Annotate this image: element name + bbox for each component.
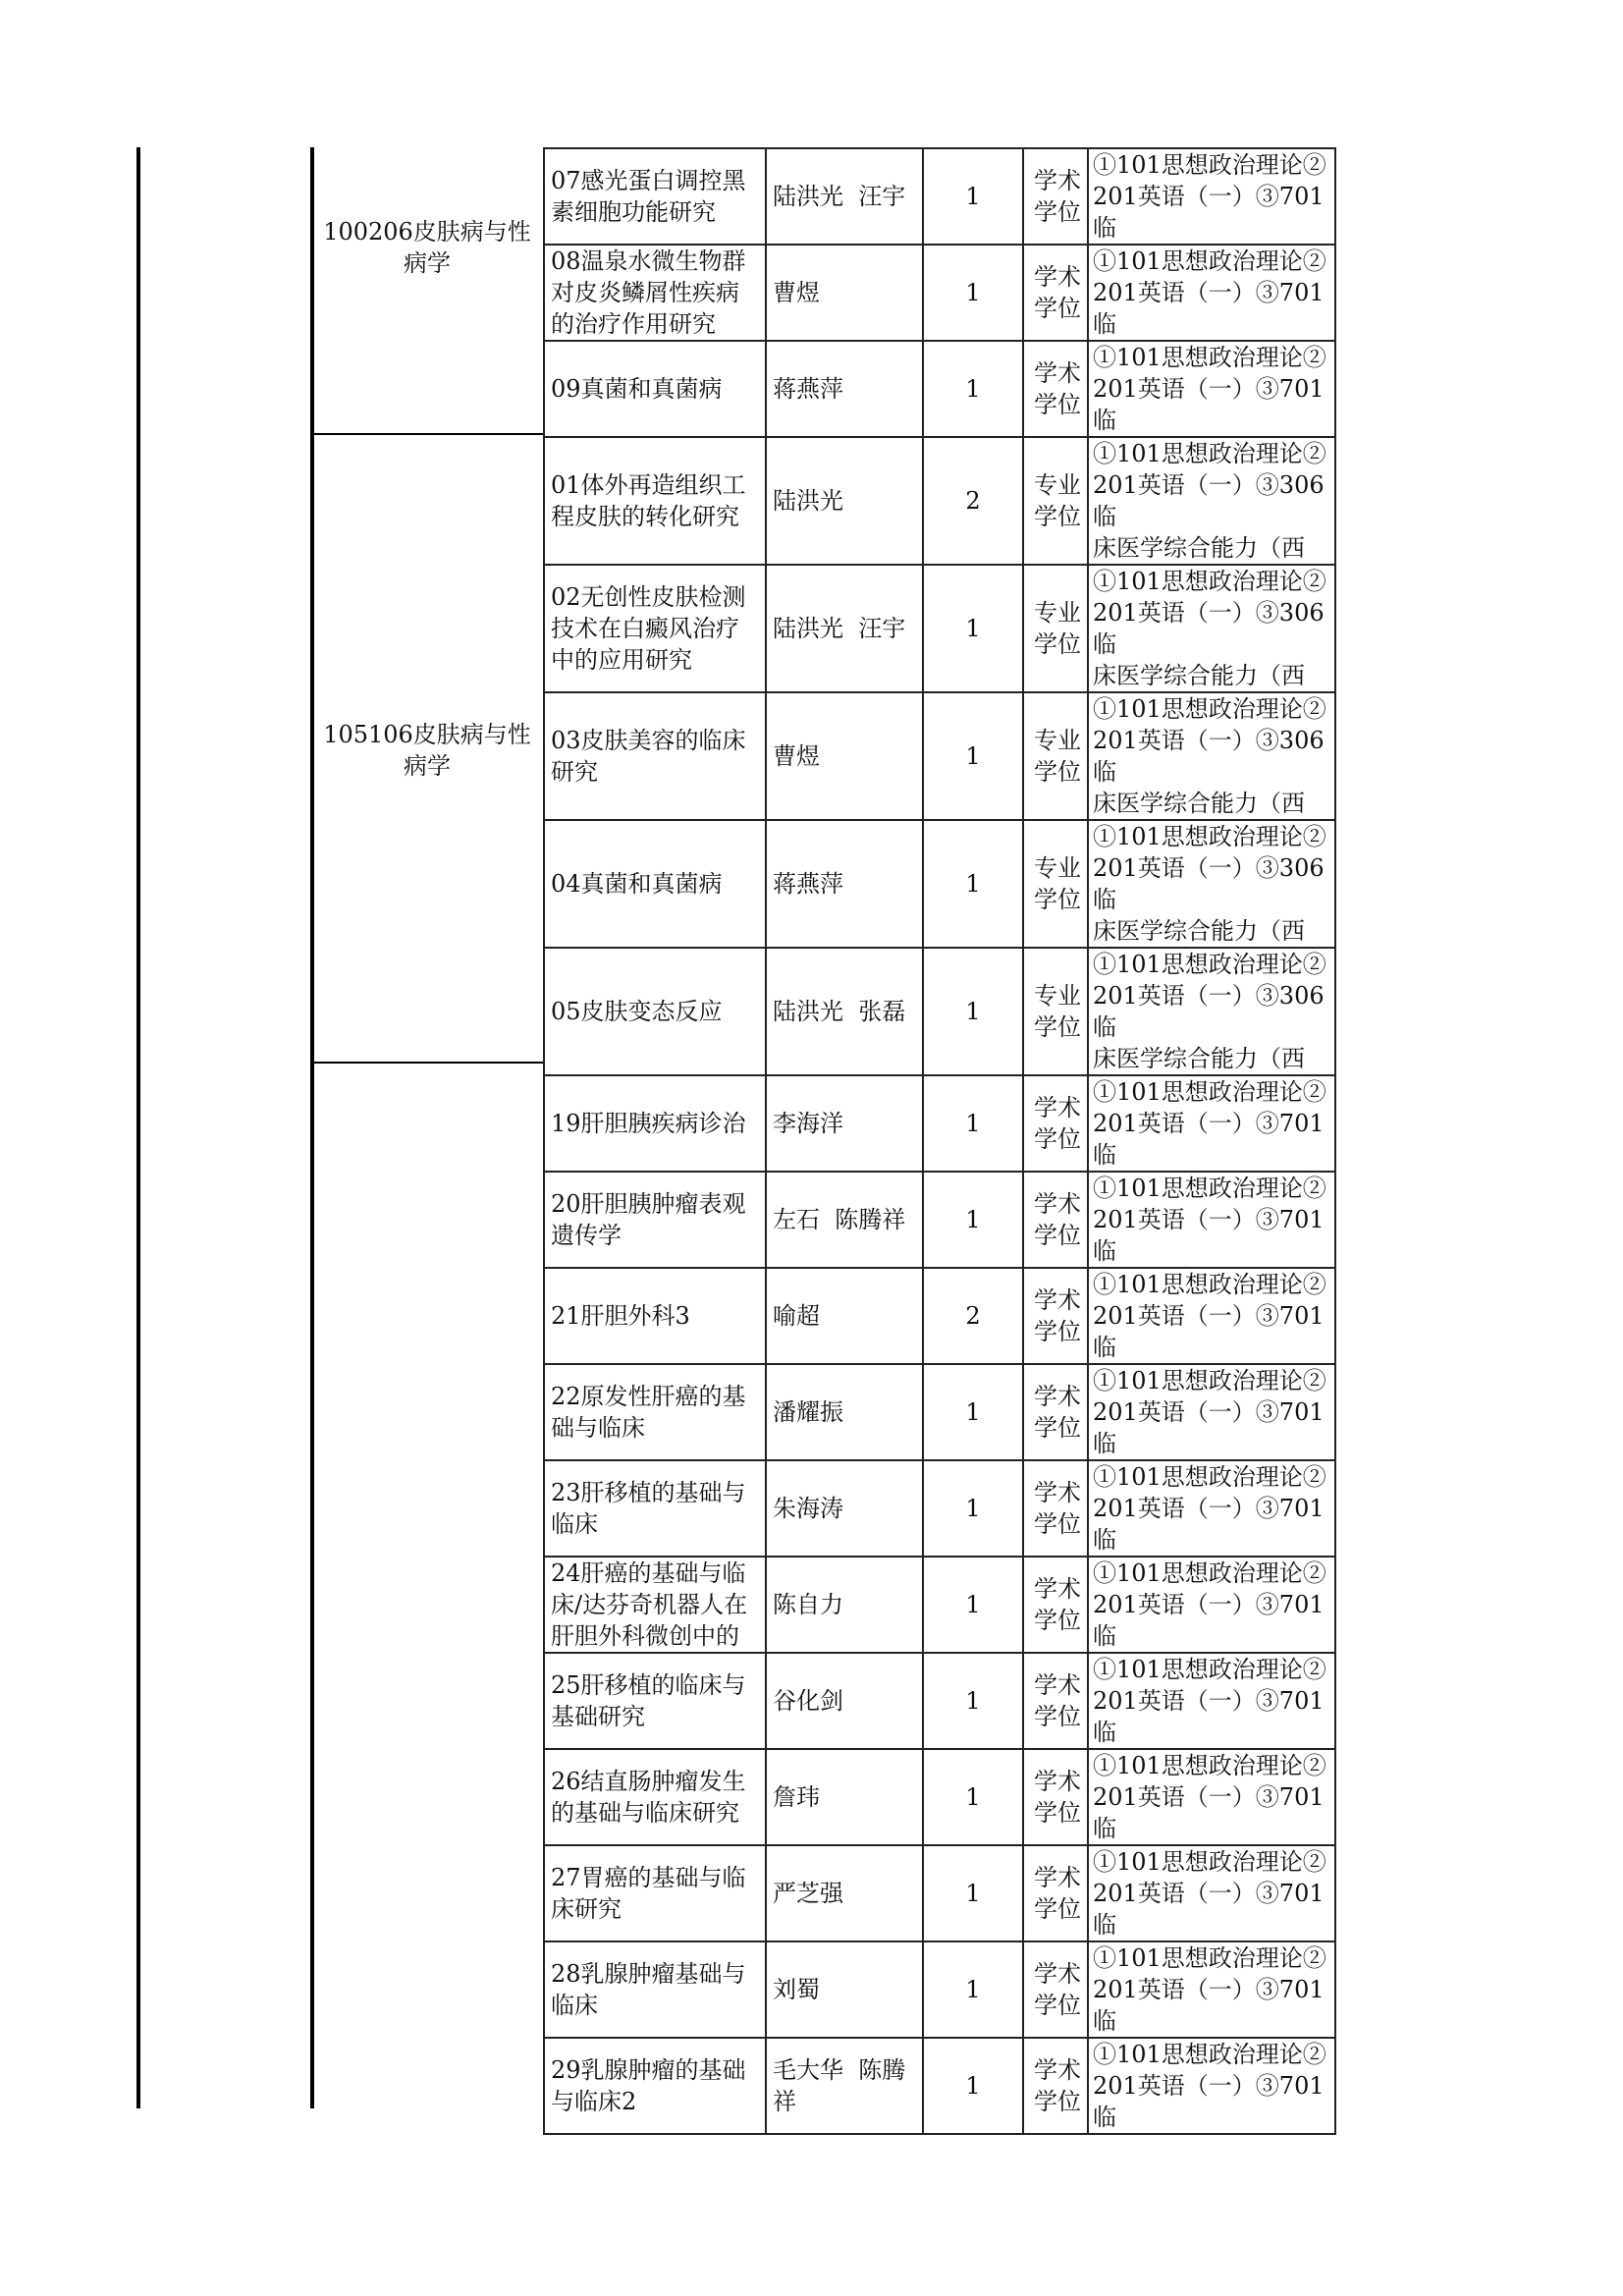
- research-direction-cell: [544, 437, 766, 565]
- cell-line: 床医学综合能力（西: [1093, 534, 1305, 562]
- supervisor-name: 陆洪光 汪宇: [773, 183, 906, 210]
- supervisor-name: 曹煜: [773, 742, 820, 770]
- cell-line: 02无创性皮肤检测: [551, 583, 746, 611]
- research-direction-cell: [544, 148, 766, 245]
- cell-line: 201英语（一）③701临: [1093, 1976, 1325, 2035]
- cell-line: ①101思想政治理论②: [1093, 1752, 1326, 1779]
- supervisor-name: 陆洪光: [773, 487, 843, 515]
- cell-line: 专业: [1034, 727, 1081, 754]
- group-divider-2: [312, 1062, 545, 1064]
- cell-line: 学位: [1034, 1703, 1081, 1730]
- table-row: [544, 2038, 1335, 2134]
- cell-line: 201英语（一）③701临: [1093, 1495, 1325, 1554]
- enrollment-count: 1: [965, 1783, 981, 1811]
- research-direction-cell: [544, 1749, 766, 1845]
- research-direction-cell: [544, 1172, 766, 1268]
- cell-line: 学术: [1034, 1671, 1081, 1699]
- cell-line: 20肝胆胰肿瘤表观: [551, 1190, 746, 1218]
- cell-line: 学位: [1034, 1895, 1081, 1923]
- cell-line: 础与临床: [551, 1414, 645, 1442]
- cell-line: 201英语（一）③701临: [1093, 1206, 1325, 1265]
- supervisor-cell: [766, 1460, 923, 1557]
- enrollment-count-cell: [923, 148, 1023, 245]
- cell-line: 与临床2: [551, 2088, 637, 2115]
- cell-line: 201英语（一）③701临: [1093, 375, 1325, 434]
- cell-line: 25肝移植的临床与: [551, 1671, 746, 1699]
- supervisor-name: 毛大华 陈腾祥: [773, 2056, 906, 2115]
- cell-line: 201英语（一）③701临: [1093, 1302, 1325, 1361]
- enrollment-count-cell: [923, 1364, 1023, 1460]
- degree-type-cell: [1023, 820, 1088, 948]
- degree-type-cell: [1023, 1460, 1088, 1557]
- cell-line: 学位: [1034, 198, 1081, 226]
- supervisor-cell: [766, 1557, 923, 1653]
- cell-line: 04真菌和真菌病: [551, 870, 723, 898]
- cell-line: ①101思想政治理论②: [1093, 951, 1326, 978]
- degree-type-cell: [1023, 245, 1088, 341]
- enrollment-count: 1: [965, 279, 981, 306]
- cell-line: 学术: [1034, 359, 1081, 387]
- supervisor-cell: [766, 245, 923, 341]
- supervisor-name: 李海洋: [773, 1110, 843, 1137]
- table-row: [544, 1268, 1335, 1364]
- degree-type-cell: [1023, 1653, 1088, 1749]
- supervisor-name: 严芝强: [773, 1880, 843, 1907]
- supervisor-cell: [766, 148, 923, 245]
- supervisor-cell: [766, 1075, 923, 1172]
- research-direction-cell: [544, 1941, 766, 2038]
- group-divider-1: [312, 433, 545, 435]
- cell-line: 肝胆外科微创中的: [551, 1622, 739, 1650]
- research-direction-cell: [544, 341, 766, 437]
- cell-line: 学术: [1034, 1479, 1081, 1506]
- enrollment-count-cell: [923, 437, 1023, 565]
- exam-subjects-cell: [1088, 1268, 1335, 1364]
- cell-line: 学位: [1034, 758, 1081, 786]
- cell-line: ①101思想政治理论②: [1093, 1848, 1326, 1876]
- research-direction-cell: [544, 2038, 766, 2134]
- enrollment-count: 1: [965, 1206, 981, 1233]
- exam-subjects-cell: [1088, 565, 1335, 692]
- degree-type-cell: [1023, 1941, 1088, 2038]
- cell-line: 201英语（一）③306临: [1093, 599, 1325, 658]
- exam-subjects-cell: [1088, 1845, 1335, 1941]
- cell-line: ①101思想政治理论②: [1093, 1559, 1326, 1587]
- supervisor-name: 陈自力: [773, 1591, 843, 1618]
- exam-subjects-cell: [1088, 1460, 1335, 1557]
- enrollment-count-cell: [923, 1557, 1023, 1653]
- cell-line: 床医学综合能力（西: [1093, 1045, 1305, 1072]
- enrollment-count-cell: [923, 1653, 1023, 1749]
- cell-line: 学位: [1034, 630, 1081, 658]
- cell-line: ①101思想政治理论②: [1093, 1944, 1326, 1972]
- enrollment-count: 1: [965, 375, 981, 403]
- cell-line: 学位: [1034, 1414, 1081, 1442]
- exam-subjects-cell: [1088, 820, 1335, 948]
- enrollment-count-cell: [923, 948, 1023, 1075]
- degree-type-cell: [1023, 341, 1088, 437]
- supervisor-cell: [766, 341, 923, 437]
- cell-line: ①101思想政治理论②: [1093, 695, 1326, 723]
- table-row: [544, 341, 1335, 437]
- cell-line: 29乳腺肿瘤的基础: [551, 2056, 746, 2084]
- cell-line: 学位: [1034, 1318, 1081, 1345]
- supervisor-name: 蒋燕萍: [773, 375, 843, 403]
- cell-line: 201英语（一）③701临: [1093, 279, 1325, 338]
- exam-subjects-cell: [1088, 1364, 1335, 1460]
- table-row: [544, 1845, 1335, 1941]
- research-direction-cell: [544, 1075, 766, 1172]
- table-row: [544, 820, 1335, 948]
- cell-line: 的治疗作用研究: [551, 310, 716, 338]
- cell-line: 专业: [1034, 599, 1081, 627]
- cell-line: 22原发性肝癌的基: [551, 1383, 746, 1410]
- table-row: [544, 1172, 1335, 1268]
- degree-type-cell: [1023, 565, 1088, 692]
- supervisor-cell: [766, 1268, 923, 1364]
- supervisor-cell: [766, 1749, 923, 1845]
- table-row: [544, 1653, 1335, 1749]
- research-direction-cell: [544, 245, 766, 341]
- enrollment-count-cell: [923, 1075, 1023, 1172]
- enrollment-count-cell: [923, 1845, 1023, 1941]
- supervisor-name: 曹煜: [773, 279, 820, 306]
- research-direction-cell: [544, 1364, 766, 1460]
- research-direction-cell: [544, 1557, 766, 1653]
- supervisor-name: 刘蜀: [773, 1976, 820, 2003]
- enrollment-count: 1: [965, 1398, 981, 1426]
- cell-line: 201英语（一）③306临: [1093, 854, 1325, 913]
- cell-line: 201英语（一）③701临: [1093, 1783, 1325, 1842]
- supervisor-name: 喻超: [773, 1302, 820, 1330]
- table-row: [544, 1364, 1335, 1460]
- major-label-line: 105106皮肤病与性: [323, 721, 531, 748]
- cell-line: 临床: [551, 1510, 598, 1538]
- supervisor-cell: [766, 1172, 923, 1268]
- cell-line: 学位: [1034, 295, 1081, 322]
- supervisor-cell: [766, 1364, 923, 1460]
- enrollment-count-cell: [923, 2038, 1023, 2134]
- cell-line: 201英语（一）③701临: [1093, 1591, 1325, 1650]
- exam-subjects-cell: [1088, 1172, 1335, 1268]
- supervisor-name: 潘耀振: [773, 1398, 843, 1426]
- cell-line: ①101思想政治理论②: [1093, 1271, 1326, 1298]
- cell-line: 学位: [1034, 1992, 1081, 2019]
- cell-line: 201英语（一）③306临: [1093, 727, 1325, 786]
- research-direction-cell: [544, 820, 766, 948]
- enrollment-count-cell: [923, 820, 1023, 948]
- major-label-line: 病学: [404, 752, 451, 780]
- table-row: [544, 1749, 1335, 1845]
- supervisor-cell: [766, 2038, 923, 2134]
- exam-subjects-cell: [1088, 148, 1335, 245]
- research-direction-cell: [544, 692, 766, 820]
- supervisor-name: 左石 陈腾祥: [773, 1206, 906, 1233]
- cell-line: ①101思想政治理论②: [1093, 1078, 1326, 1106]
- cell-line: 程皮肤的转化研究: [551, 503, 739, 530]
- cell-line: 学位: [1034, 886, 1081, 913]
- cell-line: ①101思想政治理论②: [1093, 568, 1326, 595]
- table-row: [544, 948, 1335, 1075]
- cell-line: ①101思想政治理论②: [1093, 1656, 1326, 1683]
- exam-subjects-cell: [1088, 2038, 1335, 2134]
- cell-line: 学位: [1034, 1222, 1081, 1249]
- degree-type-cell: [1023, 692, 1088, 820]
- cell-line: 201英语（一）③701临: [1093, 1110, 1325, 1169]
- research-direction-cell: [544, 1845, 766, 1941]
- cell-line: 遗传学: [551, 1222, 622, 1249]
- enrollment-count: 1: [965, 1976, 981, 2003]
- supervisor-cell: [766, 1653, 923, 1749]
- enrollment-count: 1: [965, 615, 981, 642]
- exam-subjects-cell: [1088, 341, 1335, 437]
- research-direction-cell: [544, 1460, 766, 1557]
- cell-line: 学位: [1034, 1125, 1081, 1153]
- research-direction-cell: [544, 948, 766, 1075]
- enrollment-count: 2: [965, 1302, 981, 1330]
- supervisor-cell: [766, 948, 923, 1075]
- cell-line: ①101思想政治理论②: [1093, 247, 1326, 275]
- cell-line: 学位: [1034, 1799, 1081, 1827]
- major-label-line: 100206皮肤病与性: [323, 218, 531, 246]
- cell-line: 学位: [1034, 1607, 1081, 1634]
- enrollment-count: 1: [965, 1687, 981, 1715]
- cell-line: 学术: [1034, 1575, 1081, 1603]
- cell-line: 201英语（一）③701临: [1093, 1398, 1325, 1457]
- supervisor-cell: [766, 565, 923, 692]
- cell-line: 专业: [1034, 854, 1081, 882]
- table-row: [544, 1941, 1335, 2038]
- supervisor-name: 陆洪光 张磊: [773, 998, 906, 1025]
- cell-line: 01体外再造组织工: [551, 471, 746, 499]
- cell-line: 201英语（一）③701临: [1093, 1687, 1325, 1746]
- cell-line: 05皮肤变态反应: [551, 998, 723, 1025]
- table-row: [544, 148, 1335, 245]
- enrollment-count: 1: [965, 1591, 981, 1618]
- table-row: [544, 437, 1335, 565]
- cell-line: 学位: [1034, 391, 1081, 418]
- exam-subjects-cell: [1088, 245, 1335, 341]
- cell-line: 19肝胆胰疾病诊治: [551, 1110, 746, 1137]
- supervisor-name: 谷化剑: [773, 1687, 843, 1715]
- major-label-100206: [319, 216, 535, 279]
- major-label-105106: [319, 719, 535, 782]
- cell-line: 21肝胆外科3: [551, 1302, 690, 1330]
- cell-line: 床医学综合能力（西: [1093, 917, 1305, 945]
- cell-line: 专业: [1034, 471, 1081, 499]
- cell-line: 对皮炎鳞屑性疾病: [551, 279, 739, 306]
- supervisor-name: 陆洪光 汪宇: [773, 615, 906, 642]
- degree-type-cell: [1023, 148, 1088, 245]
- cell-line: 学术: [1034, 2056, 1081, 2084]
- degree-type-cell: [1023, 1845, 1088, 1941]
- cell-line: 学位: [1034, 1013, 1081, 1041]
- supervisor-cell: [766, 820, 923, 948]
- table-row: [544, 1075, 1335, 1172]
- cell-line: 专业: [1034, 982, 1081, 1010]
- enrollment-count-cell: [923, 1941, 1023, 2038]
- cell-line: 临床: [551, 1992, 598, 2019]
- exam-subjects-cell: [1088, 692, 1335, 820]
- cell-line: 的基础与临床研究: [551, 1799, 739, 1827]
- exam-subjects-cell: [1088, 1941, 1335, 2038]
- enrollment-count: 1: [965, 1880, 981, 1907]
- major-label-line: 病学: [404, 249, 451, 277]
- cell-line: 201英语（一）③701临: [1093, 183, 1325, 242]
- cell-line: 学术: [1034, 1960, 1081, 1988]
- degree-type-cell: [1023, 1557, 1088, 1653]
- enrollment-count: 1: [965, 1110, 981, 1137]
- supervisor-name: 詹玮: [773, 1783, 820, 1811]
- cell-line: 基础研究: [551, 1703, 645, 1730]
- cell-line: 学术: [1034, 1768, 1081, 1795]
- cell-line: ①101思想政治理论②: [1093, 151, 1326, 179]
- enrollment-count-cell: [923, 565, 1023, 692]
- cell-line: 学术: [1034, 1094, 1081, 1121]
- outer-left-border: [136, 147, 140, 2108]
- enrollment-count: 1: [965, 998, 981, 1025]
- enrollment-count-cell: [923, 1172, 1023, 1268]
- enrollment-count: 1: [965, 870, 981, 898]
- cell-line: 研究: [551, 758, 598, 786]
- cell-line: 201英语（一）③306临: [1093, 471, 1325, 530]
- cell-line: 201英语（一）③701临: [1093, 1880, 1325, 1939]
- enrollment-count: 1: [965, 2072, 981, 2100]
- cell-line: 中的应用研究: [551, 646, 692, 674]
- exam-subjects-cell: [1088, 1075, 1335, 1172]
- table-row: [544, 1557, 1335, 1653]
- enrollment-count-cell: [923, 1749, 1023, 1845]
- table-row: [544, 245, 1335, 341]
- degree-type-cell: [1023, 948, 1088, 1075]
- cell-line: 学术: [1034, 167, 1081, 194]
- degree-type-cell: [1023, 1364, 1088, 1460]
- college-column-border: [310, 147, 314, 2108]
- cell-line: ①101思想政治理论②: [1093, 823, 1326, 850]
- enrollment-count-cell: [923, 1460, 1023, 1557]
- enrollment-count-cell: [923, 692, 1023, 820]
- enrollment-count-cell: [923, 245, 1023, 341]
- supervisor-name: 蒋燕萍: [773, 870, 843, 898]
- cell-line: 学位: [1034, 1510, 1081, 1538]
- cell-line: 素细胞功能研究: [551, 198, 716, 226]
- cell-line: 27胃癌的基础与临: [551, 1864, 746, 1891]
- degree-type-cell: [1023, 1749, 1088, 1845]
- enrollment-count: 1: [965, 183, 981, 210]
- enrollment-count-cell: [923, 1268, 1023, 1364]
- cell-line: 学术: [1034, 1286, 1081, 1314]
- cell-line: 学位: [1034, 503, 1081, 530]
- supervisor-cell: [766, 692, 923, 820]
- cell-line: 23肝移植的基础与: [551, 1479, 746, 1506]
- exam-subjects-cell: [1088, 1557, 1335, 1653]
- exam-subjects-cell: [1088, 437, 1335, 565]
- cell-line: 学术: [1034, 1383, 1081, 1410]
- cell-line: ①101思想政治理论②: [1093, 440, 1326, 467]
- degree-type-cell: [1023, 1268, 1088, 1364]
- table-row: [544, 565, 1335, 692]
- degree-type-cell: [1023, 437, 1088, 565]
- cell-line: 201英语（一）③306临: [1093, 982, 1325, 1041]
- supervisor-cell: [766, 437, 923, 565]
- enrollment-count: 1: [965, 1495, 981, 1522]
- cell-line: 28乳腺肿瘤基础与: [551, 1960, 746, 1988]
- enrollment-count: 1: [965, 742, 981, 770]
- cell-line: 26结直肠肿瘤发生: [551, 1768, 746, 1795]
- cell-line: 学位: [1034, 2088, 1081, 2115]
- cell-line: ①101思想政治理论②: [1093, 344, 1326, 371]
- cell-line: 24肝癌的基础与临: [551, 1559, 746, 1587]
- supervisor-cell: [766, 1941, 923, 2038]
- exam-subjects-cell: [1088, 948, 1335, 1075]
- cell-line: 技术在白癜风治疗: [551, 615, 739, 642]
- cell-line: ①101思想政治理论②: [1093, 1175, 1326, 1202]
- exam-subjects-cell: [1088, 1749, 1335, 1845]
- degree-type-cell: [1023, 2038, 1088, 2134]
- cell-line: 床研究: [551, 1895, 622, 1923]
- degree-type-cell: [1023, 1075, 1088, 1172]
- cell-line: 床/达芬奇机器人在: [551, 1591, 748, 1618]
- cell-line: ①101思想政治理论②: [1093, 2041, 1326, 2068]
- cell-line: ①101思想政治理论②: [1093, 1463, 1326, 1491]
- cell-line: 09真菌和真菌病: [551, 375, 723, 403]
- cell-line: 床医学综合能力（西: [1093, 662, 1305, 689]
- supervisor-cell: [766, 1845, 923, 1941]
- cell-line: 床医学综合能力（西: [1093, 790, 1305, 817]
- cell-line: 03皮肤美容的临床: [551, 727, 746, 754]
- cell-line: 201英语（一）③701临: [1093, 2072, 1325, 2131]
- table-row: [544, 692, 1335, 820]
- enrollment-count-cell: [923, 341, 1023, 437]
- supervisor-name: 朱海涛: [773, 1495, 843, 1522]
- cell-line: 学术: [1034, 1190, 1081, 1218]
- degree-type-cell: [1023, 1172, 1088, 1268]
- cell-line: ①101思想政治理论②: [1093, 1367, 1326, 1394]
- table-row: [544, 1460, 1335, 1557]
- exam-subjects-cell: [1088, 1653, 1335, 1749]
- research-direction-cell: [544, 565, 766, 692]
- cell-line: 学术: [1034, 263, 1081, 291]
- program-table: [543, 147, 1336, 2135]
- cell-line: 08温泉水微生物群: [551, 247, 746, 275]
- enrollment-count: 2: [965, 487, 981, 515]
- cell-line: 学术: [1034, 1864, 1081, 1891]
- research-direction-cell: [544, 1268, 766, 1364]
- research-direction-cell: [544, 1653, 766, 1749]
- cell-line: 07感光蛋白调控黑: [551, 167, 746, 194]
